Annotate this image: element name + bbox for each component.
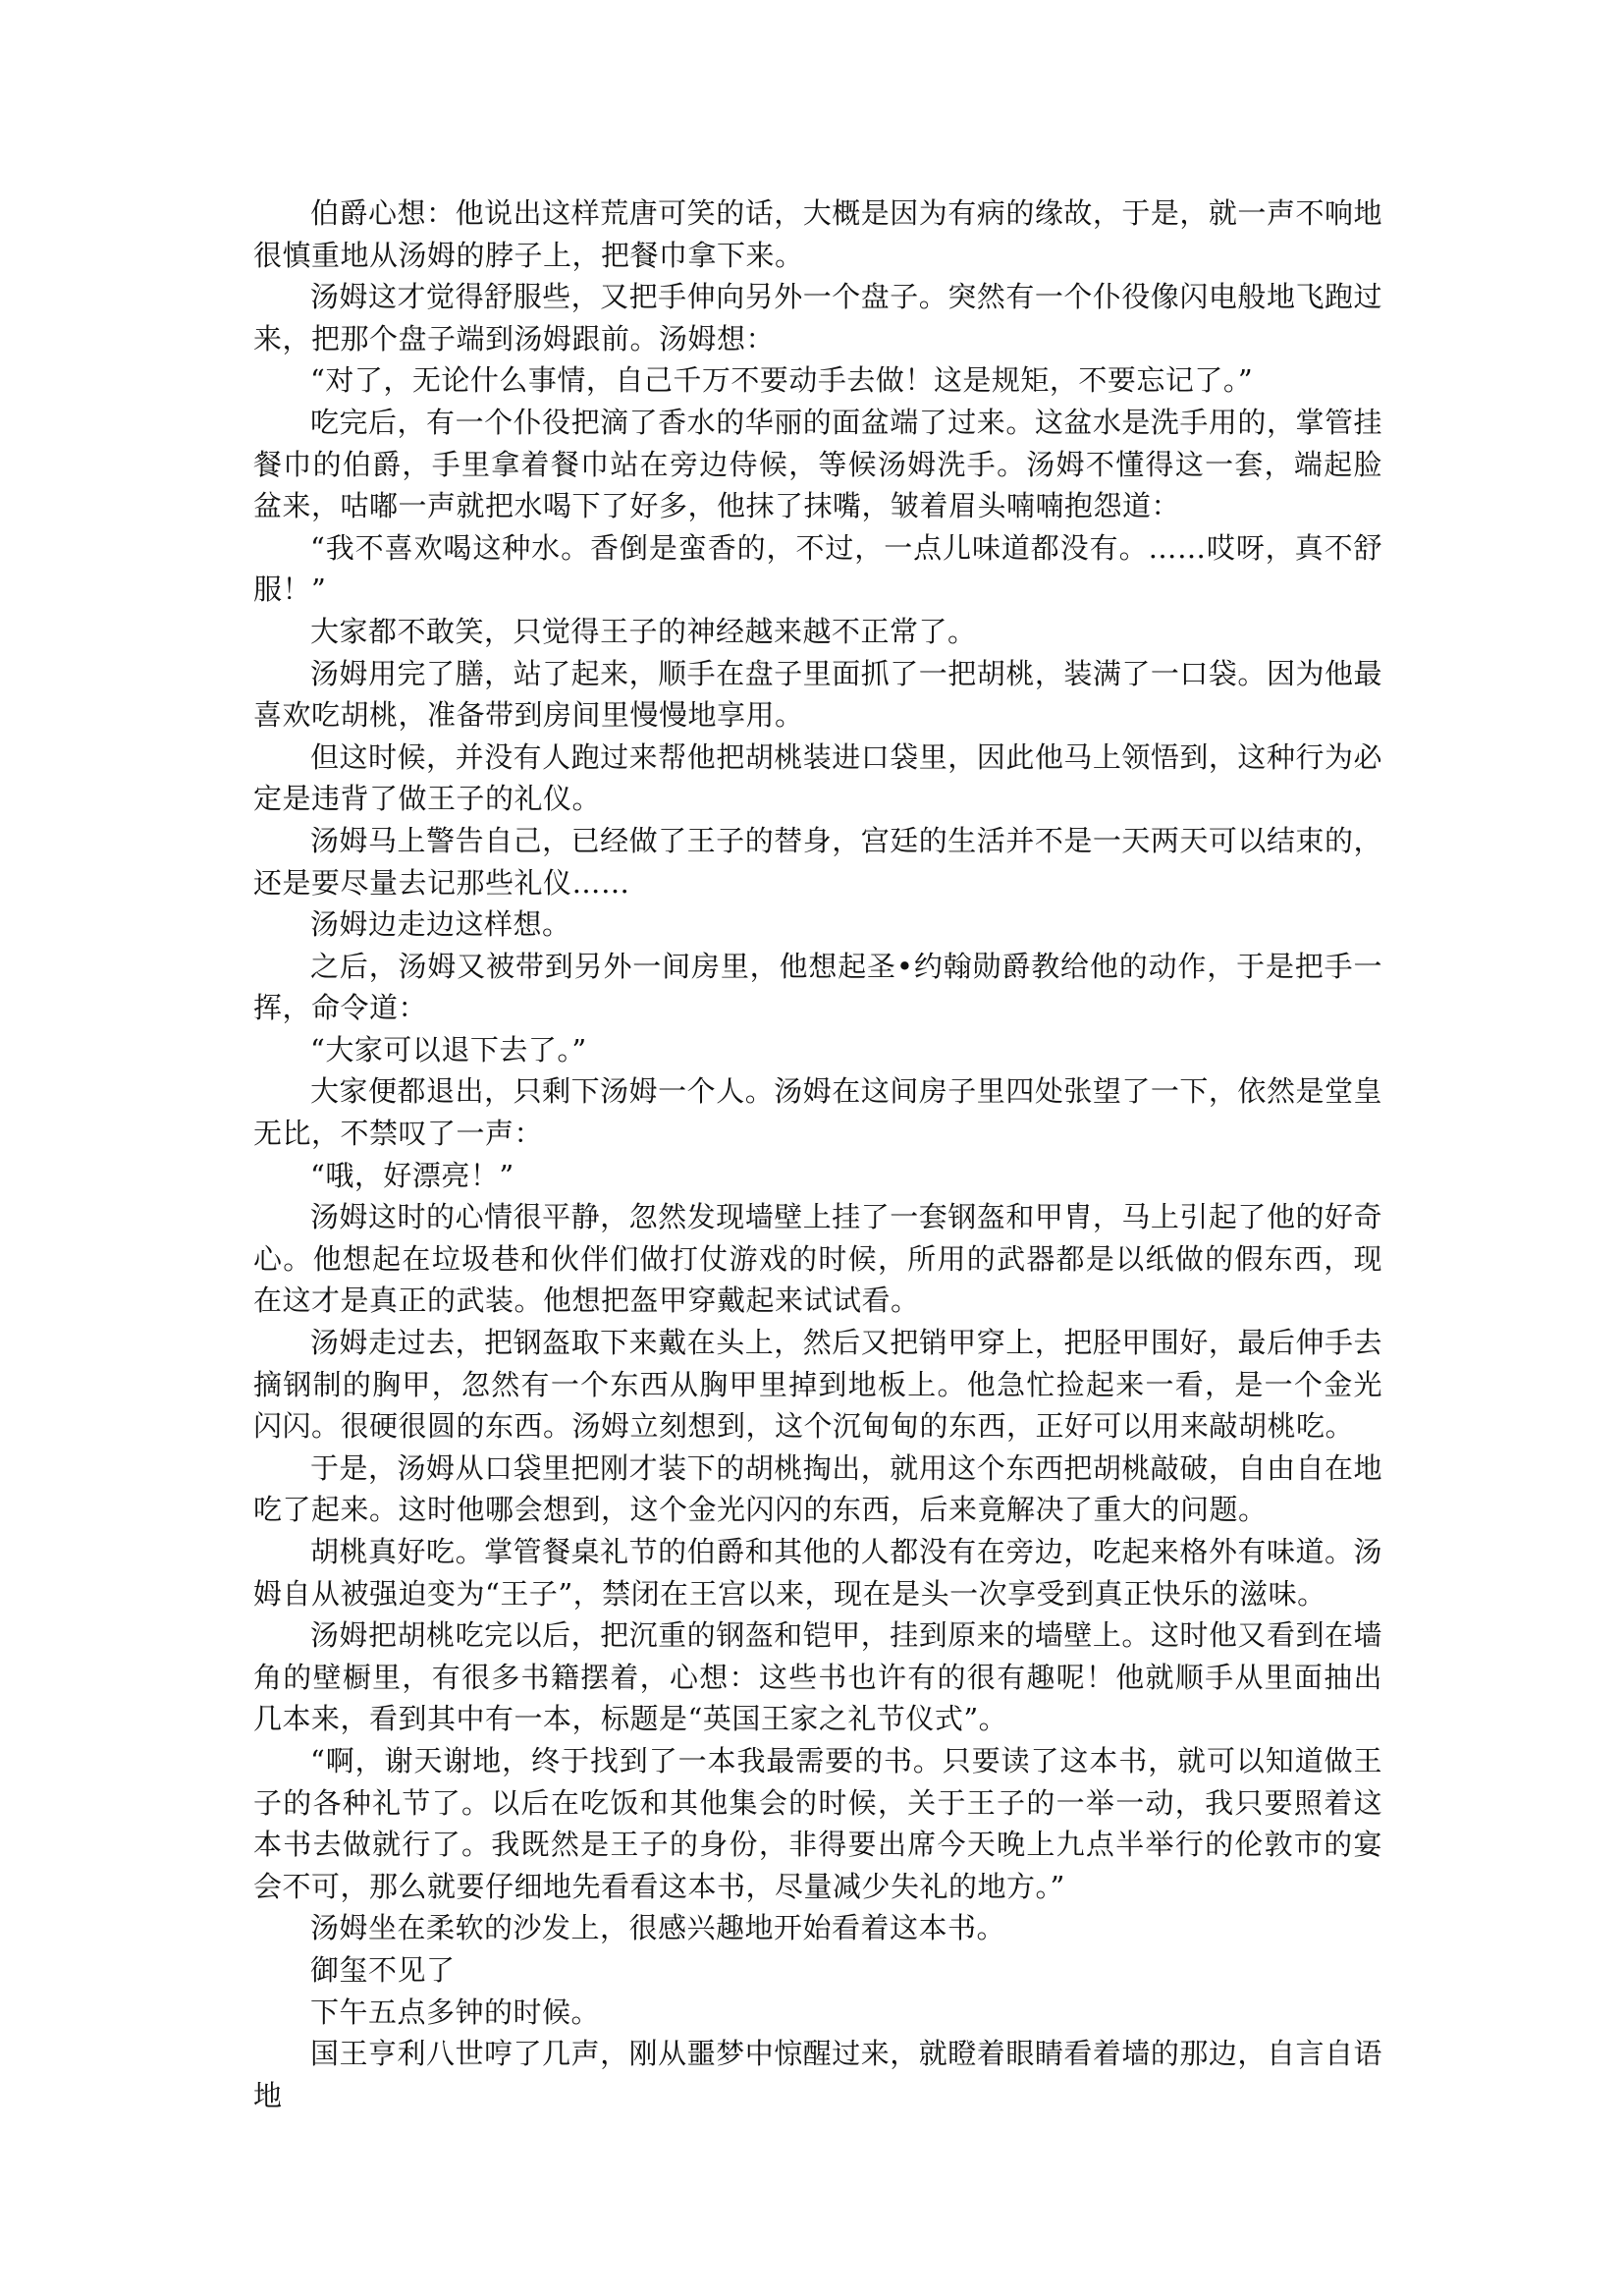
paragraph: 下午五点多钟的时候。 [310, 1995, 601, 2029]
paragraph: 胡桃真好吃。掌管餐桌礼节的伯爵和其他的人都没有在旁边，吃起来格外有味道。汤姆自从被强迫变为“王子”，禁闭在王宫以来，现在是头一次享受到真正快乐的滋味。 [253, 1535, 1382, 1611]
paragraph: 汤姆这才觉得舒服些，又把手伸向另外一个盘子。突然有一个仆役像闪电般地飞跑过来，把那个盘子端到汤姆跟前。汤姆想： [253, 280, 1382, 355]
paragraph: 汤姆把胡桃吃完以后，把沉重的钢盔和铠甲，挂到原来的墙壁上。这时他又看到在墙角的壁橱里，有很多书籍摆着，心想：这些书也许有的很有趣呢！他就顺手从里面抽出几本来，看到其中有一本，标题是“英国王家之礼节仪式”。 [253, 1618, 1382, 1736]
paragraph: “大家可以退下去了。” [310, 1032, 587, 1066]
section-heading: 御玺不见了 [310, 1952, 456, 1987]
paragraph: 汤姆走过去，把钢盔取下来戴在头上，然后又把销甲穿上，把胫甲围好，最后伸手去摘钢制的胸甲，忽然有一个东西从胸甲里掉到地板上。他急忙捡起来一看，是一个金光闪闪。很硬很圆的东西。汤姆立刻想到，这个沉甸甸的东西，正好可以用来敲胡桃吃。 [253, 1326, 1382, 1444]
paragraph: 汤姆坐在柔软的沙发上，很感兴趣地开始看着这本书。 [310, 1911, 1006, 1945]
paragraph: 大家便都退出，只剩下汤姆一个人。汤姆在这间房子里四处张望了一下，依然是堂皇无比，不禁叹了一声： [253, 1074, 1382, 1151]
paragraph: 但这时候，并没有人跑过来帮他把胡桃装进口袋里，因此他马上领悟到，这种行为必定是违背了做王子的礼仪。 [253, 739, 1382, 816]
paragraph: 大家都不敢笑，只觉得王子的神经越来越不正常了。 [310, 614, 977, 648]
paragraph: 汤姆边走边这样想。 [310, 907, 571, 942]
paragraph: 汤姆马上警告自己，已经做了王子的替身，宫廷的生活并不是一天两天可以结束的，还是要尽量去记那些礼仪…… [253, 823, 1382, 900]
paragraph: “对了，无论什么事情，自己千万不要动手去做！这是规矩，不要忘记了。” [310, 363, 1254, 398]
paragraph: 汤姆这时的心情很平静，忽然发现墙壁上挂了一套钢盔和甲胄，马上引起了他的好奇心。他想起在垃圾巷和伙伴们做打仗游戏的时候，所用的武器都是以纸做的假东西，现在这才是真正的武装。他想把盔甲穿戴起来试试看。 [253, 1200, 1382, 1318]
paragraph: 汤姆用完了膳，站了起来，顺手在盘子里面抓了一把胡桃，装满了一口袋。因为他最喜欢吃胡桃，准备带到房间里慢慢地享用。 [253, 656, 1382, 733]
paragraph: 国王亨利八世哼了几声，刚从噩梦中惊醒过来，就瞪着眼睛看着墙的那边，自言自语地 [253, 2037, 1382, 2112]
paragraph: “啊，谢天谢地，终于找到了一本我最需要的书。只要读了这本书，就可以知道做王子的各种礼节了。以后在吃饭和其他集会的时候，关于王子的一举一动，我只要照着这本书去做就行了。我既然是王子的身份，非得要出席今天晚上九点半举行的伦敦市的宴会不可，那么就要仔细地先看看这本书，尽量减少失礼的地方。” [253, 1743, 1382, 1903]
paragraph: 于是，汤姆从口袋里把刚才装下的胡桃掏出，就用这个东西把胡桃敲破，自由自在地吃了起来。这时他哪会想到，这个金光闪闪的东西，后来竟解决了重大的问题。 [253, 1450, 1382, 1527]
paragraph: “我不喜欢喝这种水。香倒是蛮香的，不过，一点儿味道都没有。……哎呀，真不舒服！” [253, 530, 1382, 607]
text-body [253, 192, 1382, 2116]
paragraph: 伯爵心想：他说出这样荒唐可笑的话，大概是因为有病的缘故，于是，就一声不响地很慎重地从汤姆的脖子上，把餐巾拿下来。 [253, 196, 1382, 272]
paragraph: “哦，好漂亮！” [310, 1158, 514, 1192]
paragraph: 吃完后，有一个仆役把滴了香水的华丽的面盆端了过来。这盆水是洗手用的，掌管挂餐巾的伯爵，手里拿着餐巾站在旁边侍候，等候汤姆洗手。汤姆不懂得这一套，端起脸盆来，咕嘟一声就把水喝下了好多，他抹了抹嘴，皱着眉头喃喃抱怨道： [253, 405, 1382, 523]
paragraph: 之后，汤姆又被带到另外一间房里，他想起圣•约翰勋爵教给他的动作，于是把手一挥，命令道： [253, 949, 1382, 1025]
